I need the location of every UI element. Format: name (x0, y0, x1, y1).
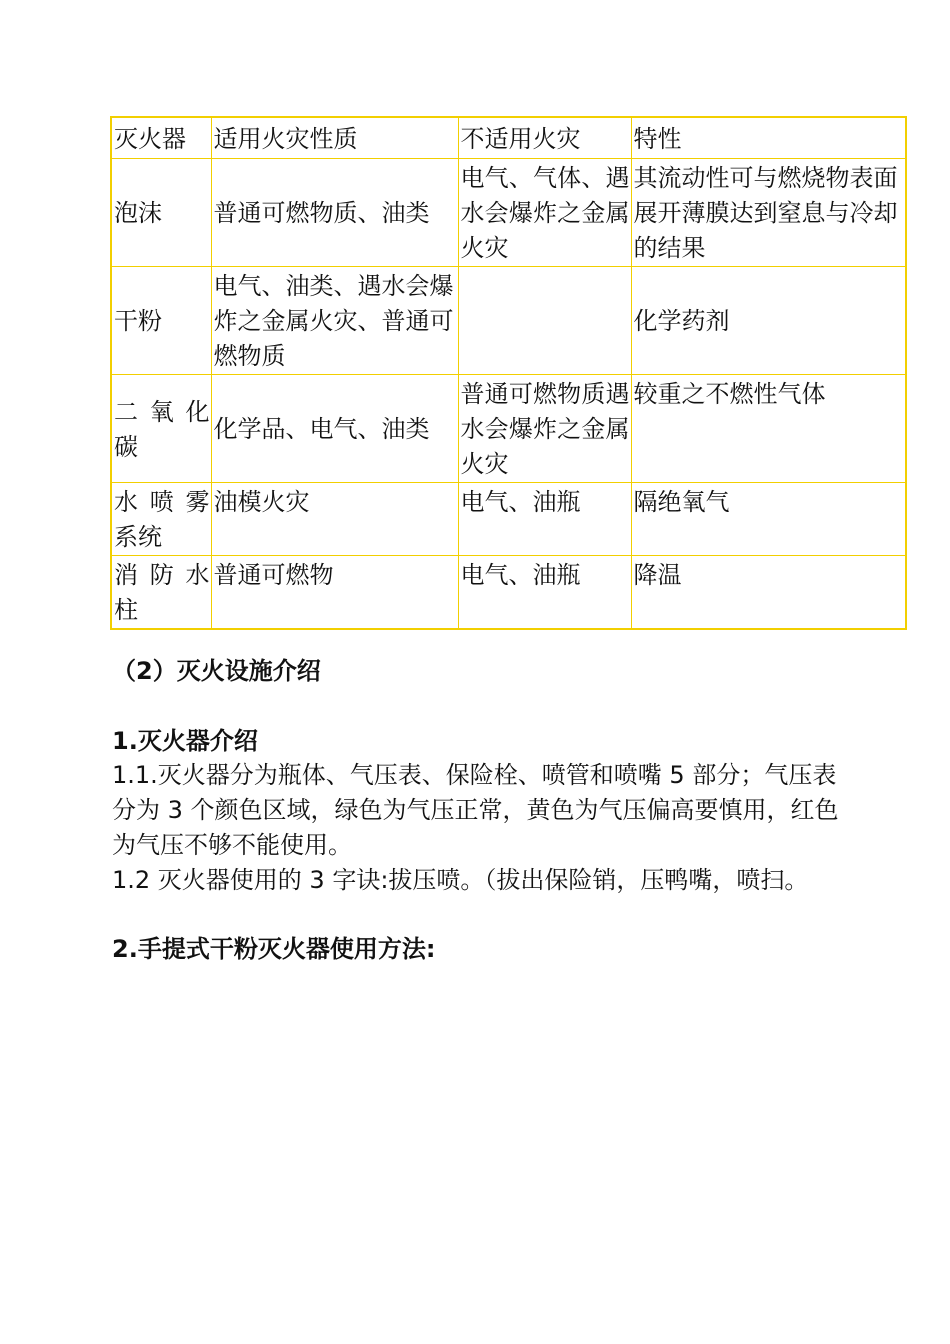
header-cell-suitable: 适用火灾性质 (211, 117, 458, 159)
header-cell-property: 特性 (631, 117, 906, 159)
row-unsuitable-cell: 普通可燃物质遇水会爆炸之金属火灾 (458, 375, 631, 483)
paragraph: 1.1.灭火器分为瓶体、气压表、保险栓、喷管和喷嘴 5 部分；气压表分为 3 个颜色区域，绿色为气压正常，黄色为气压偏高要慎用，红色为气压不够不能使用。 (112, 761, 839, 859)
row-suitable-cell: 油模火灾 (211, 483, 458, 556)
table-row (111, 483, 906, 556)
table-row (111, 159, 906, 267)
row-property-cell: 化学药剂 (631, 267, 906, 375)
extinguisher-table (110, 116, 907, 630)
row-property-cell: 降温 (631, 556, 906, 630)
header-cell-unsuitable: 不适用火灾 (458, 117, 631, 159)
header-cell-extinguisher: 灭火器 (111, 117, 211, 159)
row-suitable-cell: 普通可燃物质、油类 (211, 159, 458, 267)
row-name-cell: 泡沫 (111, 159, 211, 267)
row-name-cell: 干粉 (111, 267, 211, 375)
row-unsuitable-cell: 电气、油瓶 (458, 556, 631, 630)
row-suitable-cell: 电气、油类、遇水会爆炸之金属火灾、普通可燃物质 (211, 267, 458, 375)
table-row (111, 267, 906, 375)
row-unsuitable-cell (458, 267, 631, 375)
table-row (111, 556, 906, 630)
row-property-cell: 其流动性可与燃烧物表面展开薄膜达到窒息与冷却的结果 (631, 159, 906, 267)
table-header-row (111, 117, 906, 159)
row-unsuitable-cell: 电气、油瓶 (458, 483, 631, 556)
subsection-heading: 2.手提式干粉灭火器使用方法: (112, 935, 436, 963)
row-property-cell: 隔绝氧气 (631, 483, 906, 556)
paragraph: 1.2 灭火器使用的 3 字诀:拔压喷。（拔出保险销，压鸭嘴，喷扫。 (112, 866, 809, 894)
row-name-cell: 消防水柱 (111, 556, 211, 630)
row-name-cell: 二氧化碳 (111, 375, 211, 483)
row-unsuitable-cell: 电气、气体、遇水会爆炸之金属火灾 (458, 159, 631, 267)
table-row (111, 375, 906, 483)
subsection-heading: 1.灭火器介绍 (112, 727, 258, 755)
row-name-cell: 水喷雾系统 (111, 483, 211, 556)
row-suitable-cell: 化学品、电气、油类 (211, 375, 458, 483)
section-heading: （2）灭火设施介绍 (112, 657, 321, 685)
row-suitable-cell: 普通可燃物 (211, 556, 458, 630)
row-property-cell: 较重之不燃性气体 (631, 375, 906, 483)
